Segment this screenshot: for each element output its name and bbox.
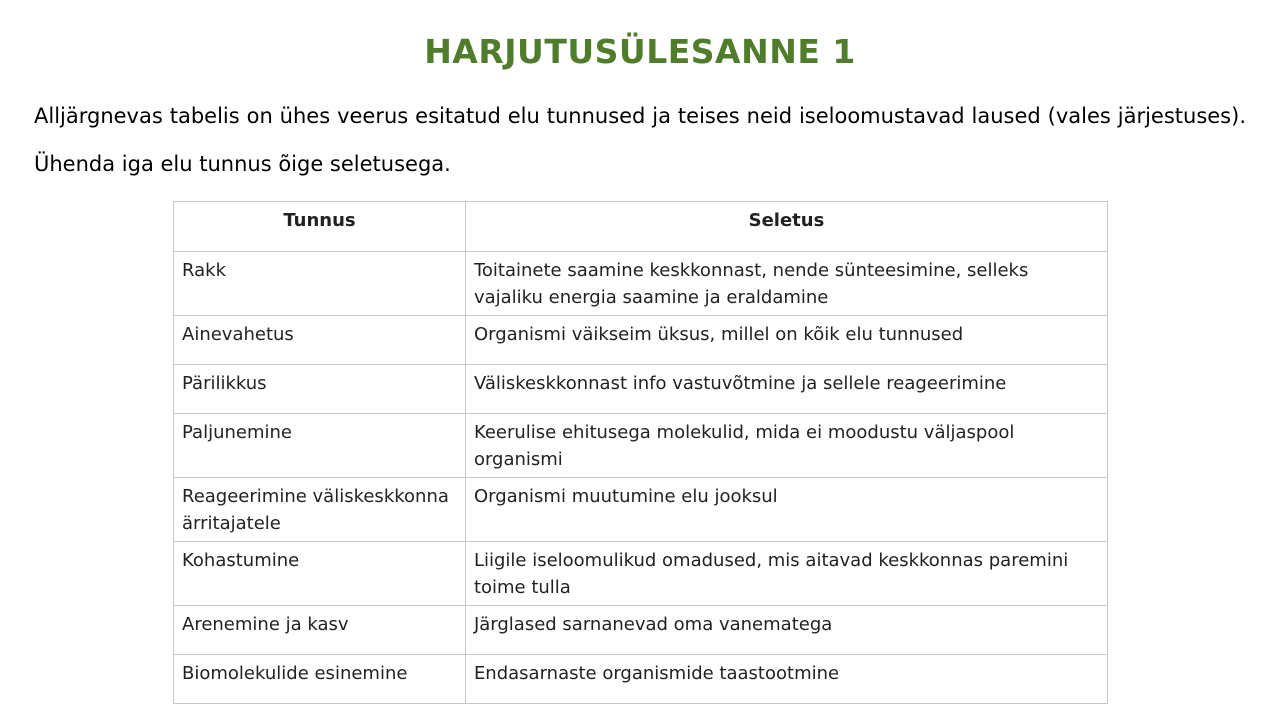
table-row bbox=[174, 606, 1108, 655]
seletus-cell: Keerulise ehitusega molekulid, mida ei moodustu väljaspool organismi bbox=[465, 414, 1107, 478]
tunnus-cell: Pärilikkus bbox=[174, 365, 466, 414]
header-tunnus: Tunnus bbox=[174, 202, 466, 252]
tunnus-cell: Kohastumine bbox=[174, 542, 466, 606]
table-row bbox=[174, 414, 1108, 478]
tunnus-cell: Biomolekulide esinemine bbox=[174, 655, 466, 704]
table-row bbox=[174, 542, 1108, 606]
seletus-cell: Organismi muutumine elu jooksul bbox=[465, 478, 1107, 542]
tunnus-cell: Reageerimine väliskeskkonna ärritajatele bbox=[174, 478, 466, 542]
header-seletus: Seletus bbox=[465, 202, 1107, 252]
table-row bbox=[174, 478, 1108, 542]
tunnus-cell: Paljunemine bbox=[174, 414, 466, 478]
seletus-cell: Väliskeskkonnast info vastuvõtmine ja sellele reageerimine bbox=[465, 365, 1107, 414]
table-row bbox=[174, 365, 1108, 414]
table-header-row bbox=[174, 202, 1108, 252]
seletus-cell: Järglased sarnanevad oma vanematega bbox=[465, 606, 1107, 655]
table-row bbox=[174, 655, 1108, 704]
seletus-cell: Organismi väikseim üksus, millel on kõik elu tunnused bbox=[465, 316, 1107, 365]
tunnus-cell: Arenemine ja kasv bbox=[174, 606, 466, 655]
seletus-cell: Liigile iseloomulikud omadused, mis aitavad keskkonnas paremini toime tulla bbox=[465, 542, 1107, 606]
seletus-cell: Endasarnaste organismide taastootmine bbox=[465, 655, 1107, 704]
table-row bbox=[174, 316, 1108, 365]
table-row bbox=[174, 252, 1108, 316]
task-instructions: Alljärgnevas tabelis on ühes veerus esitatud elu tunnused ja teises neid iseloomustavad laused (vales järjestuses). Ühenda iga elu tunnus õige seletusega. bbox=[34, 104, 1246, 176]
tunnus-cell: Rakk bbox=[174, 252, 466, 316]
matching-table bbox=[173, 201, 1108, 704]
page-title: HARJUTUSÜLESANNE 1 bbox=[424, 32, 856, 71]
tunnus-cell: Ainevahetus bbox=[174, 316, 466, 365]
seletus-cell: Toitainete saamine keskkonnast, nende sünteesimine, selleks vajaliku energia saamine ja eraldamine bbox=[465, 252, 1107, 316]
